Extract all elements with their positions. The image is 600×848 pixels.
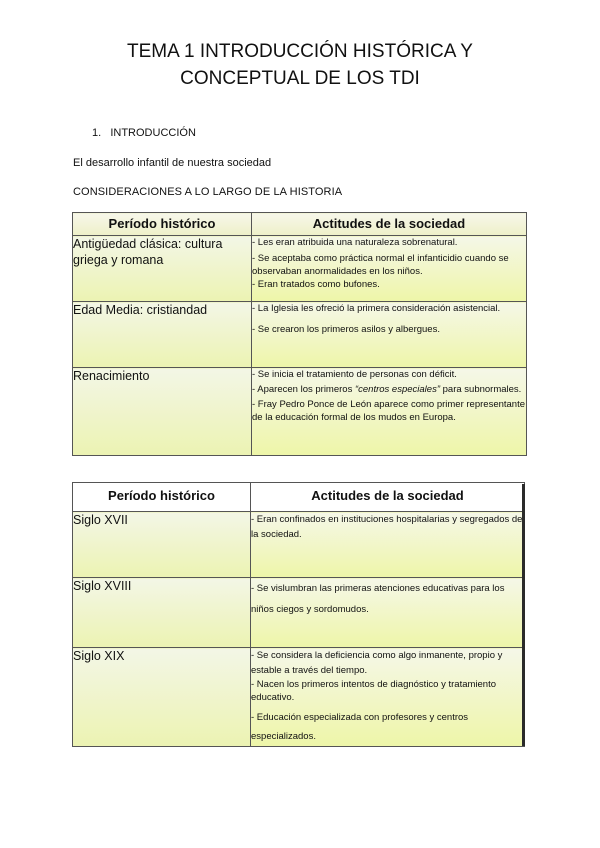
attitudes-cell bbox=[252, 236, 527, 302]
attitudes-cell bbox=[251, 512, 525, 578]
attitude-emphasis: “centros especiales” bbox=[354, 384, 440, 395]
table-row bbox=[73, 648, 525, 747]
table-row bbox=[73, 302, 527, 368]
document-title bbox=[0, 38, 600, 92]
attitudes-cell bbox=[252, 368, 527, 456]
attitude-line: - Se considera la deficiencia como algo inmanente, propio y estable a través del tiempo. bbox=[251, 650, 503, 676]
attitude-line: - Se vislumbran las primeras atenciones educativas para los niños ciegos y sordomudos. bbox=[251, 583, 505, 615]
attitudes-cell bbox=[251, 578, 525, 648]
period-cell: Siglo XVIII bbox=[73, 578, 251, 648]
attitude-line: - Se crearon los primeros asilos y albergues. bbox=[252, 324, 440, 335]
period-cell: Siglo XVII bbox=[73, 512, 251, 578]
period-cell: Edad Media: cristiandad bbox=[73, 302, 252, 368]
table-edge-shadow bbox=[522, 484, 525, 746]
history-table-1 bbox=[72, 212, 527, 456]
attitude-line: - Se aceptaba como práctica normal el infanticidio cuando se observaban anormalidades en los niños. bbox=[252, 253, 509, 277]
attitude-line: - Fray Pedro Ponce de León aparece como primer representante de la educación formal de los mudos en Europa. bbox=[252, 399, 526, 423]
period-cell: Siglo XIX bbox=[73, 648, 251, 747]
attitude-line: - Eran confinados en instituciones hospitalarias y segregados de la sociedad. bbox=[251, 514, 523, 540]
considerations-heading: CONSIDERACIONES A LO LARGO DE LA HISTORIA bbox=[73, 186, 343, 198]
table-row bbox=[73, 236, 527, 302]
attitude-line bbox=[252, 383, 526, 396]
attitude-line: - La Iglesia les ofreció la primera consideración asistencial. bbox=[252, 303, 501, 314]
attitudes-cell bbox=[251, 648, 525, 747]
title-line-2: CONCEPTUAL DE LOS TDI bbox=[180, 68, 420, 89]
table-header-row bbox=[73, 483, 525, 512]
attitude-line: - Eran tratados como bufones. bbox=[252, 279, 380, 290]
column-header-attitudes: Actitudes de la sociedad bbox=[251, 483, 525, 512]
attitude-line-part: para subnormales. bbox=[442, 384, 522, 395]
attitude-line: - Se inicia el tratamiento de personas con déficit. bbox=[252, 369, 457, 380]
table-row bbox=[73, 512, 525, 578]
centros-especiales-text: centros especiales bbox=[358, 384, 437, 395]
section-heading: 1. INTRODUCCIÓN bbox=[92, 127, 196, 139]
period-cell: Antigüedad clásica: cultura griega y romana bbox=[73, 236, 252, 302]
attitudes-cell bbox=[252, 302, 527, 368]
table-header-row bbox=[73, 213, 527, 236]
column-header-period: Período histórico bbox=[73, 483, 251, 512]
table-row bbox=[73, 368, 527, 456]
history-table-2 bbox=[72, 482, 525, 747]
subheading: El desarrollo infantil de nuestra sociedad bbox=[73, 157, 272, 169]
column-header-attitudes: Actitudes de la sociedad bbox=[252, 213, 527, 236]
table-row bbox=[73, 578, 525, 648]
attitude-line-part: - Aparecen los primeros bbox=[252, 384, 353, 395]
column-header-period: Período histórico bbox=[73, 213, 252, 236]
attitude-line: - Les eran atribuida una naturaleza sobrenatural. bbox=[252, 237, 458, 248]
attitude-line: - Nacen los primeros intentos de diagnóstico y tratamiento educativo. bbox=[251, 679, 497, 703]
title-line-1: TEMA 1 INTRODUCCIÓN HISTÓRICA Y bbox=[127, 41, 473, 62]
period-cell: Renacimiento bbox=[73, 368, 252, 456]
attitude-line: - Educación especializada con profesores y centros especializados. bbox=[251, 712, 469, 742]
